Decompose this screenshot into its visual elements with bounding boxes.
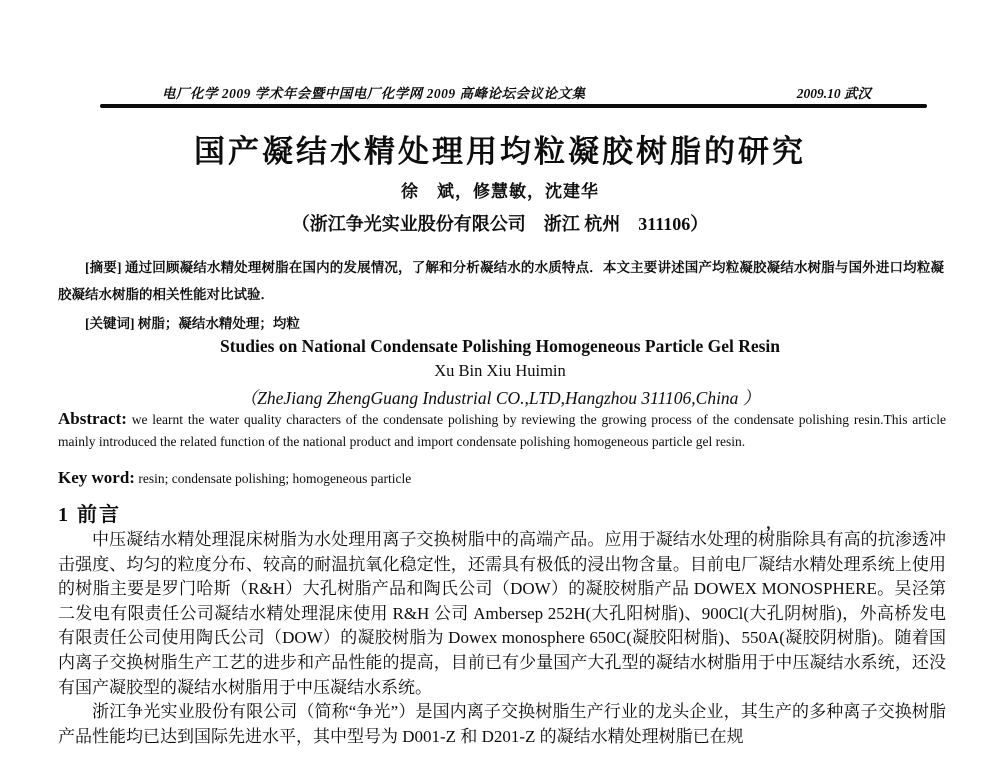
keywords-en-label: Key word: <box>58 468 135 487</box>
authors-cn: 徐 斌，修慧敏，沈建华 <box>401 182 599 201</box>
keywords-en <box>58 468 946 488</box>
abstract-en <box>58 408 946 452</box>
running-head <box>100 82 927 102</box>
keywords-cn-label: [关键词] <box>85 316 135 331</box>
abstract-en-text: we learnt the water quality characters of the condensate polishing by reviewing the growing process of the condensate polishing resin.This article mainly introduced the related function of the national product and import condensate polishing homogeneous particle gel resin. <box>58 412 946 449</box>
affiliation-en: （ZheJiang ZhengGuang Industrial CO.,LTD,Hangzhou 311106,China ） <box>239 388 761 408</box>
section-1-paragraph-2: 浙江争光实业股份有限公司（简称“争光”）是国内离子交换树脂生产行业的龙头企业，其生产的多种离子交换树脂产品性能均已达到国际先进水平，其中型号为 D001-Z 和 D201-Z 的凝结水精处理树脂已在规 <box>58 702 946 746</box>
paper-title-en: Studies on National Condensate Polishing Homogeneous Particle Gel Resin <box>219 336 781 356</box>
affiliation-cn: （浙江争光实业股份有限公司 浙江 杭州 311106） <box>291 214 709 234</box>
paper-title-cn: 国产凝结水精处理用均粒凝胶树脂的研究 <box>194 134 806 169</box>
header-rule <box>100 104 927 108</box>
abstract-en-label: Abstract: <box>58 409 127 428</box>
abstract-cn-label: [摘要] <box>85 260 122 275</box>
section-1-body <box>58 528 946 749</box>
authors-en: Xu Bin Xiu Huimin <box>434 361 566 380</box>
abstract-cn-text: 通过回顾凝结水精处理树脂在国内的发展情况，了解和分析凝结水的水质特点．本文主要讲述国产均粒凝胶凝结水树脂与国外进口均粒凝胶凝结水树脂的相关性能对比试验． <box>58 260 944 302</box>
scan-noise-speck: ， <box>766 516 782 532</box>
section-1-heading: 1 前言 <box>58 504 121 526</box>
keywords-cn <box>58 312 944 332</box>
issue-date-location: 2009.10 武汉 <box>796 86 871 101</box>
abstract-cn <box>58 254 944 308</box>
keywords-en-text: resin; condensate polishing; homogeneous particle <box>134 471 412 486</box>
section-1-paragraph-1: 中压凝结水精处理混床树脂为水处理用离子交换树脂中的高端产品。应用于凝结水处理的树脂除具有高的抗渗透冲击强度、均匀的粒度分布、较高的耐温抗氧化稳定性，还需具有极低的浸出物含量。目前电厂凝结水精处理系统上使用的树脂主要是罗门哈斯（R&H）大孔树脂产品和陶氏公司（DOW）的凝胶树脂产品 DOWEX MONOSPHERE。吴泾第二发电有限责任公司凝结水精处理混床使用 R&H 公司 Ambersep 252H(大孔阳树脂)、900Cl(大孔阴树脂)，外高桥发电有限责任公司使用陶氏公司（DOW）的凝胶树脂为 Dowex monosphere 650C(凝胶阳树脂)、550A(凝胶阴树脂)。随着国内离子交换树脂生产工艺的进步和产品性能的提高，目前已有少量国产大孔型的凝结水树脂用于中压凝结水系统，还没有国产凝胶型的凝结水树脂用于中压凝结水系统。 <box>58 530 946 697</box>
keywords-cn-text: 树脂；凝结水精处理；均粒 <box>134 316 300 331</box>
proceedings-title: 电厂化学 2009 学术年会暨中国电厂化学网 2009 高峰论坛会议论文集 <box>162 86 586 101</box>
